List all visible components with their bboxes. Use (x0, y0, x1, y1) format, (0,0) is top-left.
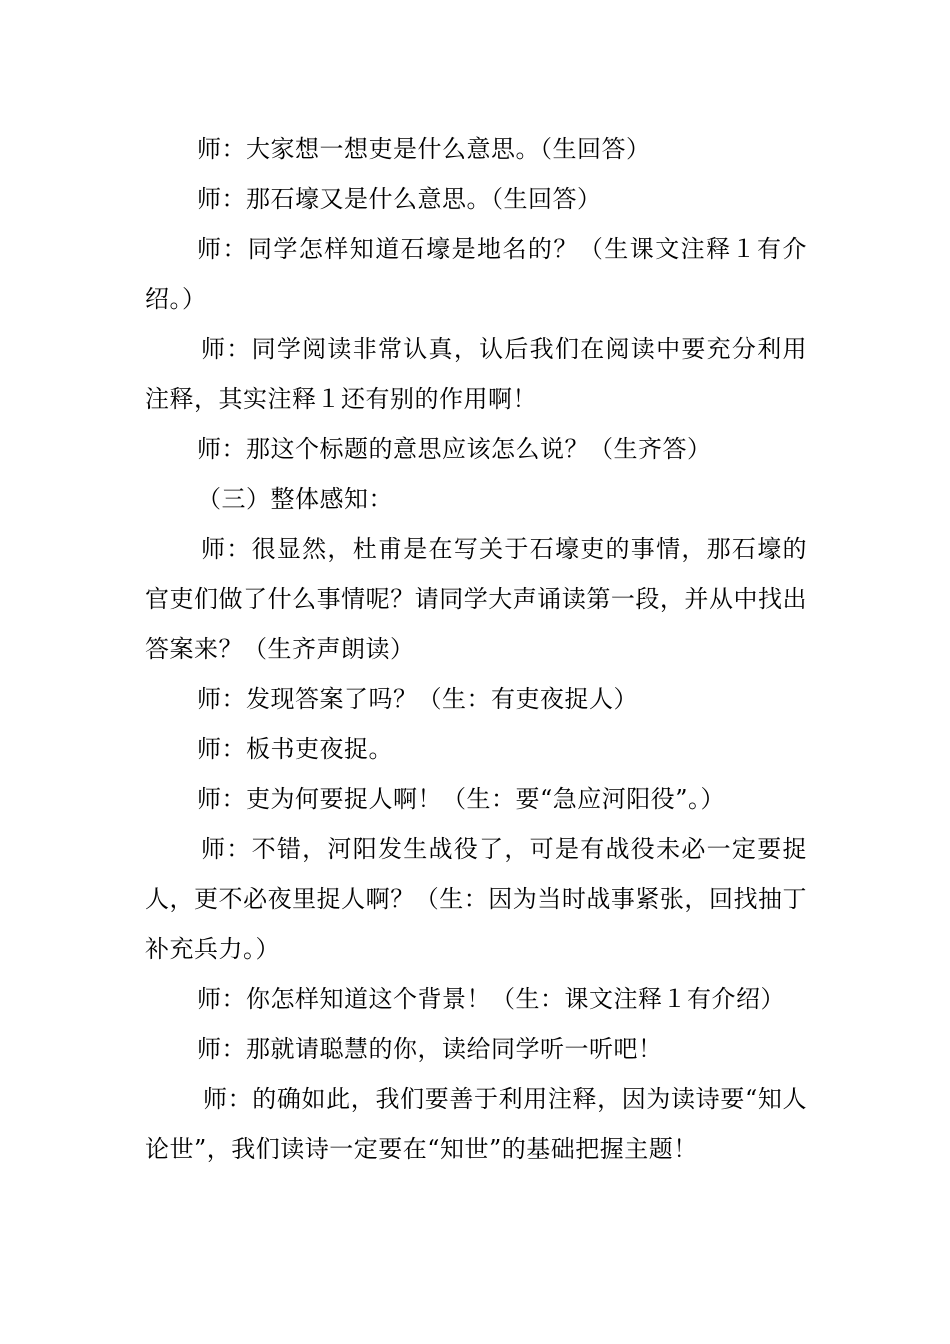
document-body (145, 124, 807, 1174)
paragraph-10: 师：不错，河阳发生战役了，可是有战役未必一定要捉人，更不必夜里捉人啊？（生：因为当时战事紧张，回找抽丁补充兵力。） (145, 835, 807, 963)
paragraph-11: 师：你怎样知道这个背景！（生：课文注释１有介绍） (197, 985, 785, 1013)
section-heading: （三）整体感知： (197, 485, 393, 513)
paragraph-3: 师：同学怎样知道石壕是地名的？（生课文注释１有介绍。） (145, 235, 807, 313)
paragraph-5: 师：那这个标题的意思应该怎么说？（生齐答） (197, 435, 712, 463)
paragraph-4: 师：同学阅读非常认真，认后我们在阅读中要充分利用注释，其实注释１还有别的作用啊！ (145, 335, 807, 413)
paragraph-13: 师：的确如此，我们要善于利用注释，因为读诗要“知人论世”，我们读诗一定要在“知世”的基础把握主题！ (145, 1085, 807, 1163)
paragraph-9: 师：吏为何要捉人啊！（生：要“急应河阳役”。） (197, 785, 726, 813)
paragraph-12: 师：那就请聪慧的你，读给同学听一听吧！ (197, 1035, 663, 1063)
paragraph-1: 师：大家想一想吏是什么意思。（生回答） (197, 135, 651, 163)
paragraph-6: 师：很显然，杜甫是在写关于石壕吏的事情，那石壕的官吏们做了什么事情呢？请同学大声诵读第一段，并从中找出答案来？（生齐声朗读） (145, 535, 807, 663)
paragraph-2: 师：那石壕又是什么意思。（生回答） (197, 185, 602, 213)
paragraph-8: 师：板书吏夜捉。 (197, 735, 393, 763)
paragraph-7: 师：发现答案了吗？（生：有吏夜捉人） (197, 685, 638, 713)
